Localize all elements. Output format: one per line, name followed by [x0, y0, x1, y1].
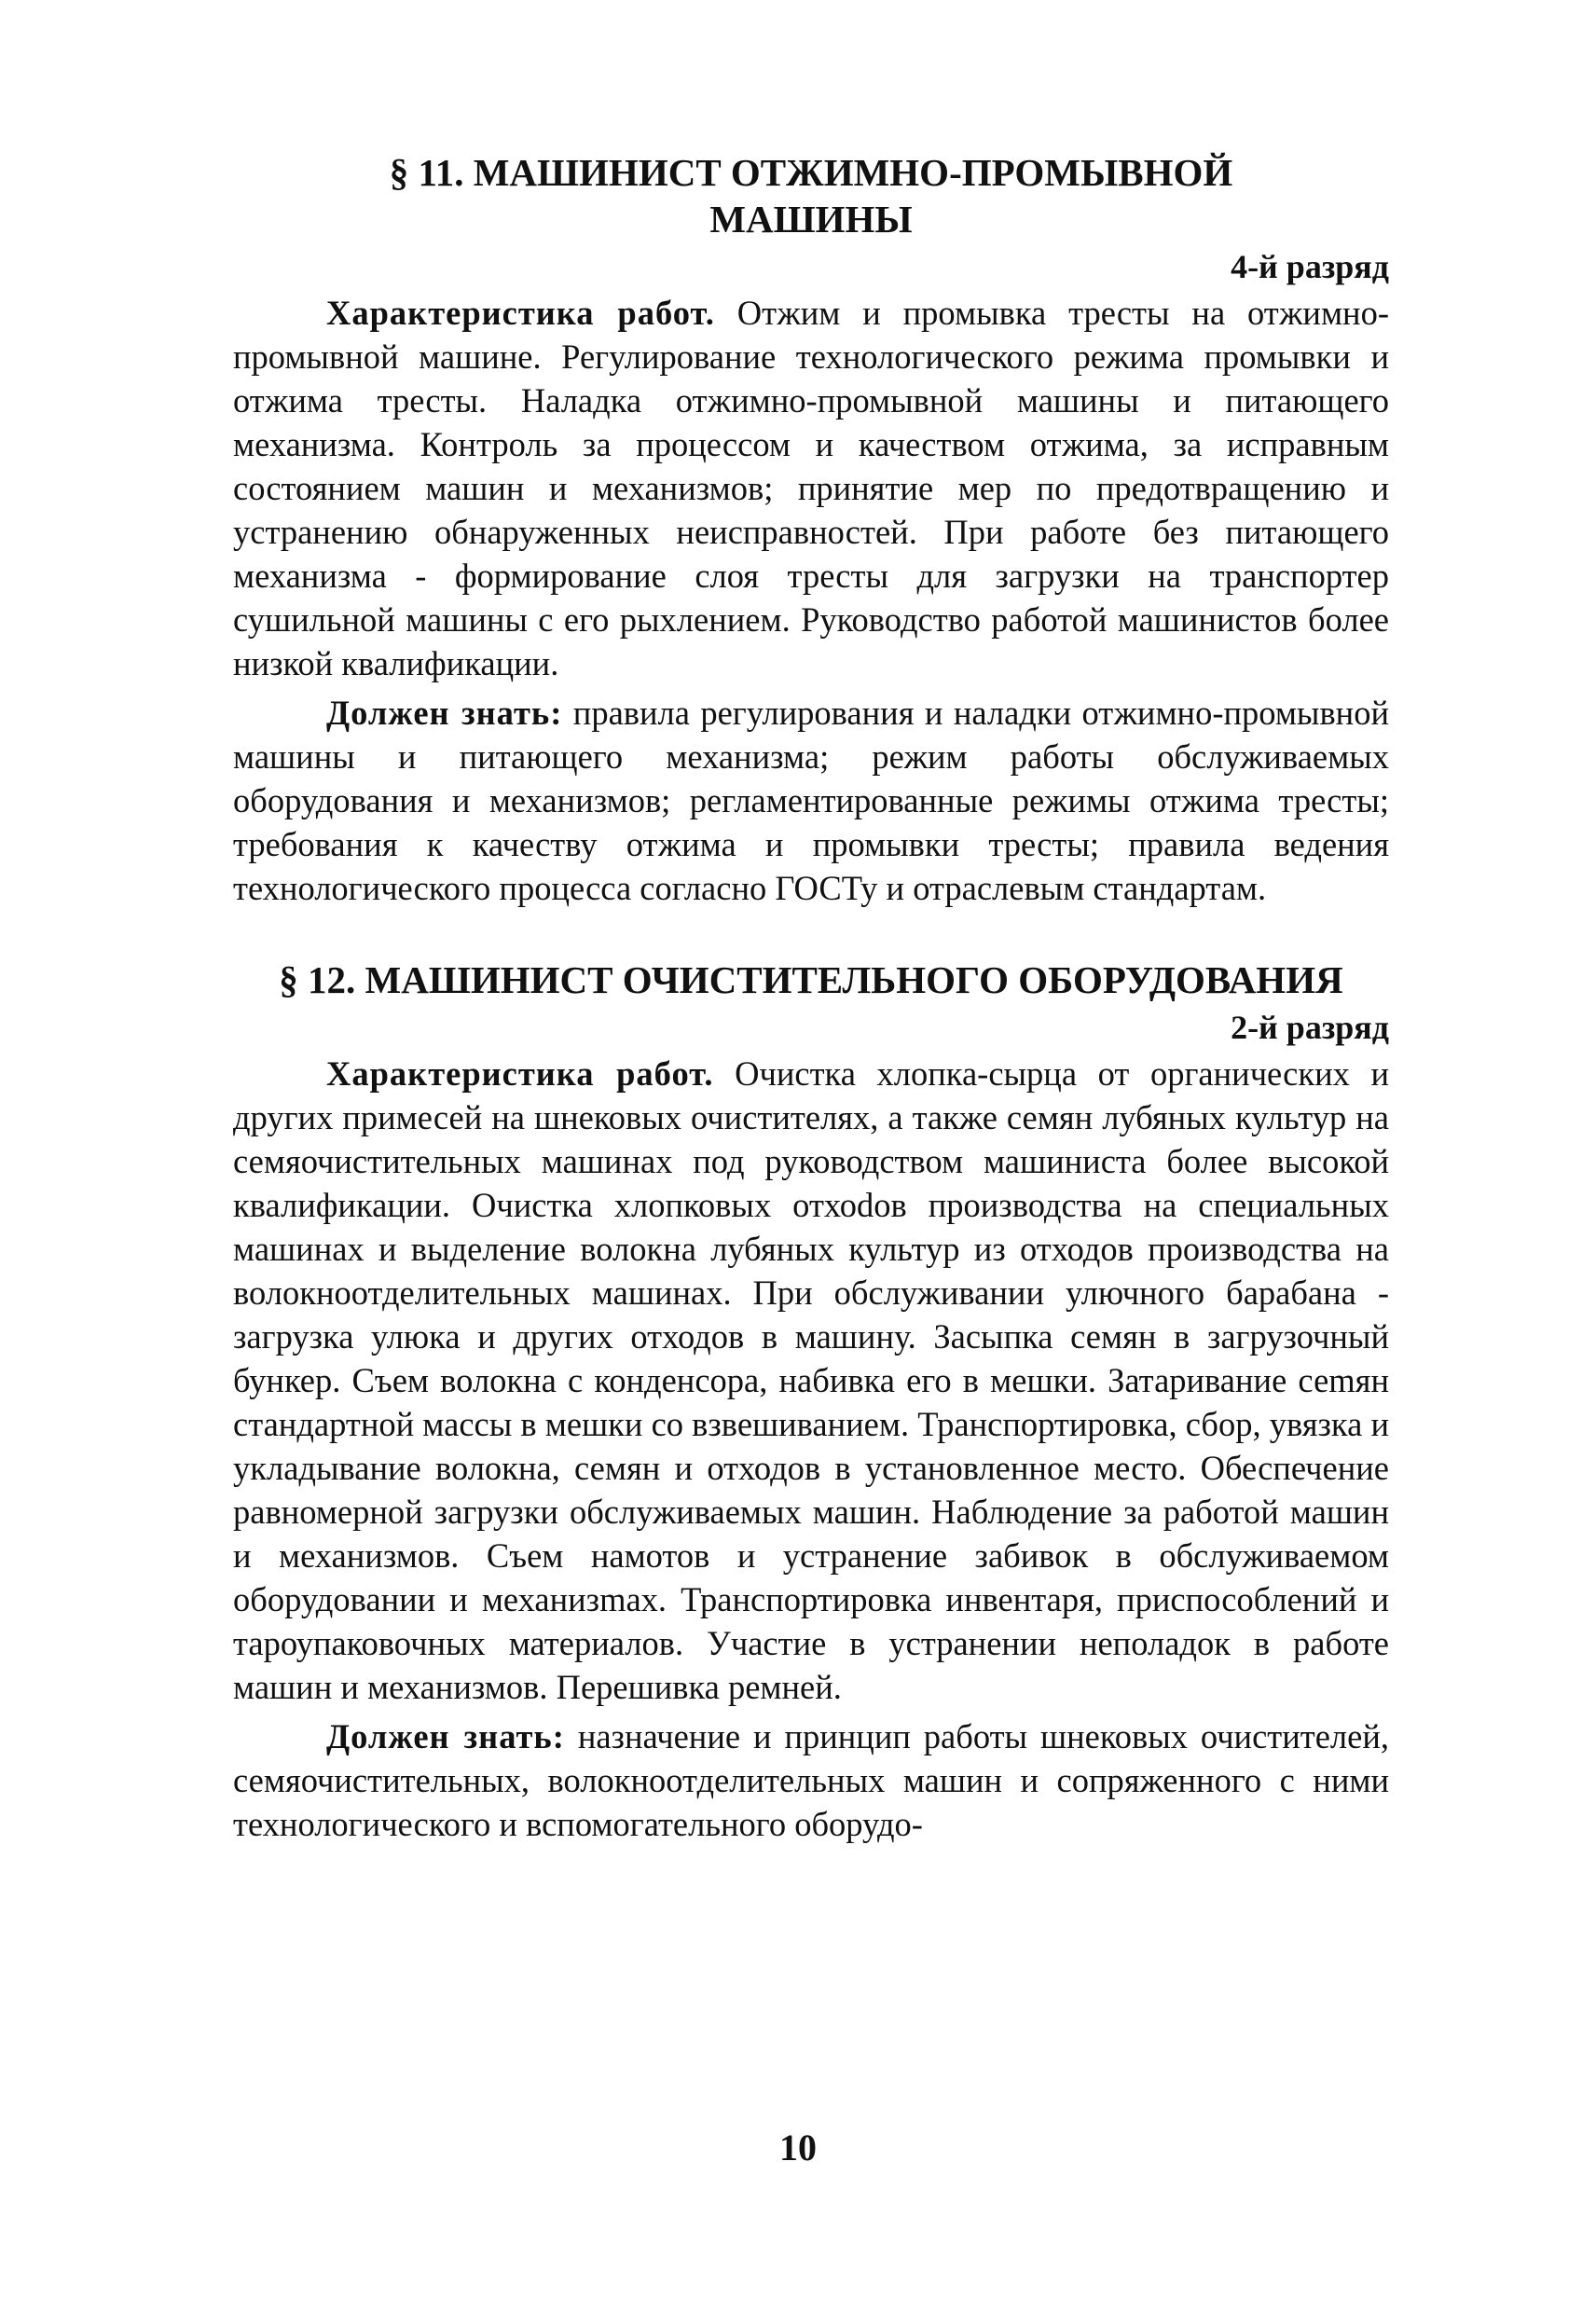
section-title-line-2: МАШИНЫ	[709, 198, 913, 241]
section-title-line-1: § 11. МАШИНИСТ ОТЖИМНО-ПРОМЫВНОЙ	[389, 151, 1233, 194]
section-title-line-1: § 12. МАШИНИСТ ОЧИСТИТЕЛЬНОГО ОБОРУДОВАНИЯ	[279, 958, 1343, 1001]
characteristics-paragraph	[233, 291, 1389, 685]
grade-label: 4-й разряд	[1231, 248, 1389, 285]
section-12	[233, 957, 1389, 1846]
characteristics-text: Отжим и промывка тресты на отжимно-промывной машине. Регулирование технологического режима промывки и отжима тресты. Наладка отжимно-промывной машины и питающего механизма. Контроль за процессом и качеством отжима, за исправным состоянием машин и механизмов; принятие мер по предотвращению и устранению обнаруженных неисправностей. При работе без питающего механизма - формирование слоя тресты для загрузки на транспортер сушильной машины с его рыхлением. Руководство работой машинистов более низкой квалификации.	[233, 294, 1389, 682]
knowledge-paragraph	[233, 1714, 1389, 1846]
knowledge-text: правила регулирования и наладки отжимно-промывной машины и питающего механизма; режим работы обслуживаемых оборудования и механизмов; регламентированные режимы отжима тресты; требования к качеству отжима и промывки тресты; правила ведения технологического процесса согласно ГОСТу и отраслевым стандартам.	[233, 694, 1389, 907]
characteristics-label: Характеристика работ.	[326, 1054, 714, 1093]
characteristics-text: Очистка хлопка-сырца от органических и других примесей на шнековых очистителях, а также семян лубяных культур на семяочистительных машинах под руководством машиниста более высокой квалификации. Очистка хлопковых отхоdов производства на специальных машинах и выделение волокна лубяных культур из отходов производства на волокноотделительных машинах. При обслуживании улючного барабана - загрузка улюка и других отходов в машину. Засыпка семян в загрузочный бункер. Съем волокна с конденсора, набивка его в мешки. Затаривание сеmян стандартной массы в мешки со взвешиванием. Транспортировка, сбор, увязка и укладывание волокна, семян и отходов в установленное место. Обеспечение равномерной загрузки обслуживаемых машин. Наблюдение за работой машин и механизмов. Съем намотов и устранение забивок в обслуживаемом оборудовании и механизmах. Транспортировка инвентаря, приспособлений и тароупаковочных материалов. Участие в устранении неполадок в работе машин и механизмов. Перешивка ремней.	[233, 1054, 1390, 1706]
knowledge-text: назначение и принцип работы шнековых очистителей, семяочистительных, волокноотделительных машин и сопряженного с ними технологического и вспомогательного оборудо-	[233, 1717, 1389, 1843]
characteristics-label: Характеристика работ.	[326, 294, 715, 332]
grade-label: 2-й разряд	[1231, 1009, 1389, 1046]
knowledge-paragraph	[233, 691, 1389, 910]
document-page	[233, 149, 1389, 1846]
characteristics-paragraph	[233, 1052, 1389, 1709]
section-title	[233, 149, 1389, 242]
section-11	[233, 149, 1389, 910]
knowledge-label: Должен знать:	[326, 1717, 565, 1755]
section-title	[233, 957, 1389, 1003]
page-number: 10	[779, 2127, 817, 2168]
knowledge-label: Должен знать:	[326, 694, 563, 732]
